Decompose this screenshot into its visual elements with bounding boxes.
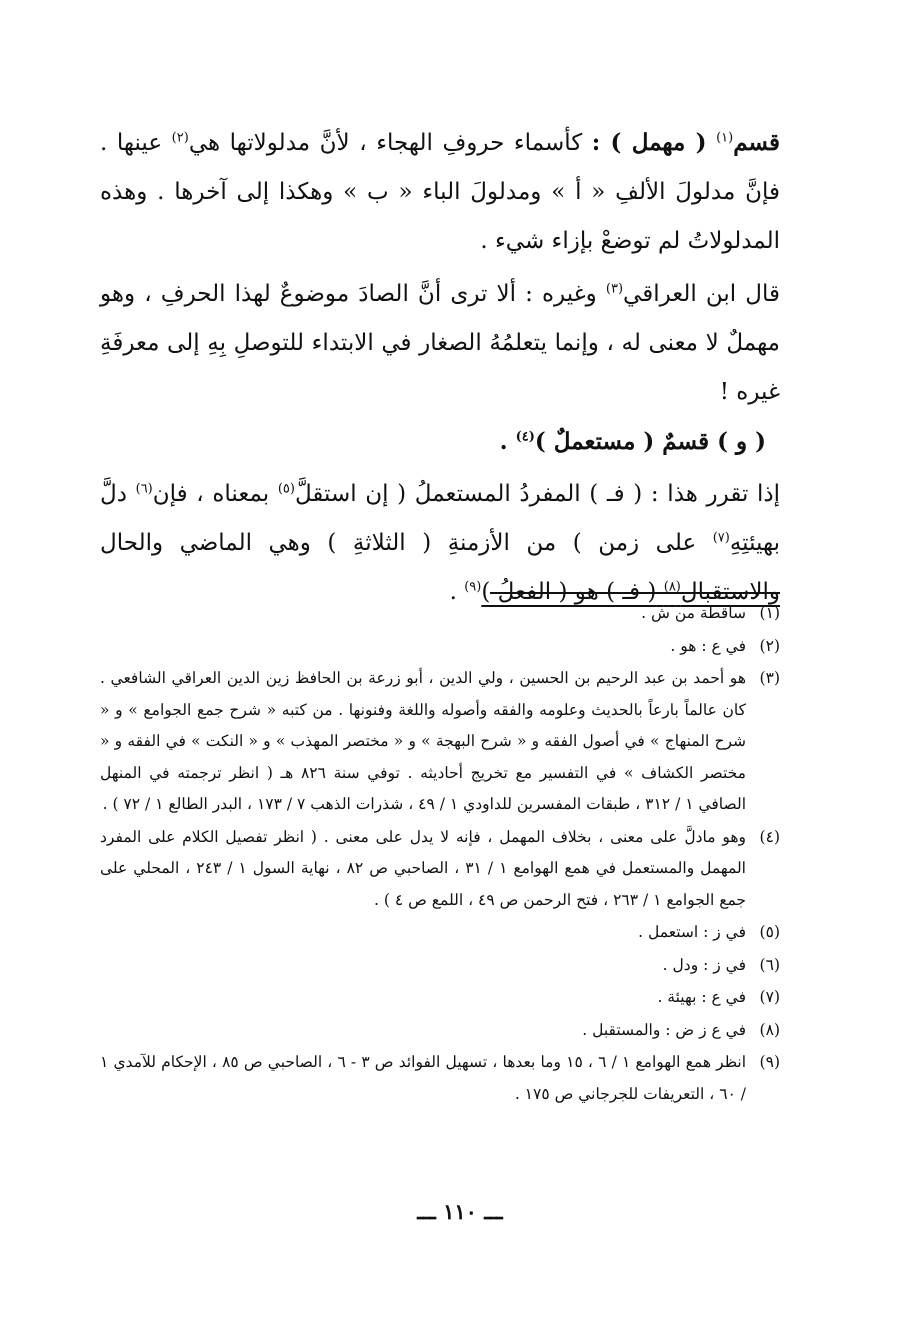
footnote-number: (٣) <box>759 669 780 687</box>
footnote-number: (٦) <box>759 955 780 974</box>
footnote <box>100 917 780 949</box>
footnote-ref-9: (٩) <box>464 579 482 595</box>
footnote-ref-1: (١) <box>716 130 734 146</box>
footnote-text: في ع : بهيئة . <box>657 988 746 1006</box>
footnote-number: (٢) <box>759 636 780 655</box>
paragraph-fiil <box>100 470 780 617</box>
footnote-text: وهو مادلَّ على معنى ، بخلاف المهمل ، فإنه لا يدل على معنى . ( انظر تفصيل الكلام على المفرد المهمل والمستعمل في همع الهوامع ١ / ٣١ ، الصاحبي ص ٨٢ ، نهاية السول ١ / ٢٤٣ ، المحلي على جمع الجوامع ١ / ٢٦٣ ، فتح الرحمن ص ٤٩ ، اللمع ص ٤ ) . <box>100 827 746 909</box>
paragraph-text: بمعناه ، فإن <box>152 481 270 507</box>
footnote-text: انظر همع الهوامع ١ / ٦ ، ١٥ وما بعدها ، تسهيل الفوائد ص ٣ - ٦ ، الصاحبي ص ٨٥ ، الإحكام للآمدي ١ / ٦٠ ، التعريفات للجرجاني ص ١٧٥ . <box>100 1053 747 1103</box>
footnote-text: هو أحمد بن عبد الرحيم بن الحسين ، ولي الدين ، أبو زرعة بن الحافظ زين الدين العراقي الشافعي . كان عالماً بارعاً بالحديث وعلومه والفقه وأصوله واللغة وفنونها . من كتبه « شرح جمع الجوامع » و « شرح المنهاج » في أصول الفقه و « شرح البهجة » و « مختصر المهذب » و « النكت » في الفقه و « مختصر الكشاف » في التفسير مع تخريج أحاديثه . توفي سنة ٨٢٦ هـ ( انظر ترجمته في المنهل الصافي ١ / ٣١٢ ، طبقات المفسرين للداودي ١ / ٤٩ ، شذرات الذهب ٧ / ١٧٣ ، البدر الطالع ١ / ٧٢ ) . <box>100 669 746 813</box>
footnote-text: في ع ز ض : والمستقبل . <box>582 1020 746 1039</box>
footnote <box>100 1047 780 1110</box>
section-heading <box>100 417 780 466</box>
footnote-ref-6: (٦) <box>135 481 153 497</box>
paragraph-text: ( فـ ) هو ( الفعلُ ) <box>481 579 657 605</box>
paragraph-text: قال ابن العراقي <box>623 281 781 307</box>
footnote-ref-5: (٥) <box>277 481 295 497</box>
footnote <box>100 631 780 663</box>
footnote-number: (٨) <box>759 1020 780 1039</box>
footnote-number: (٩) <box>759 1053 780 1071</box>
footnote-text: ساقطة من ش . <box>641 604 746 622</box>
footnote <box>100 598 780 630</box>
term-qism: قسم <box>733 129 781 156</box>
footnote-number: (٥) <box>759 923 780 941</box>
paragraph-ibn-iraqi <box>100 270 780 417</box>
footnote <box>100 663 780 821</box>
footnote-ref-2: (٢) <box>171 130 189 146</box>
paragraph-text: على زمن ) من الأزمنةِ ( الثلاثةِ ) وهي الماضي والحال <box>100 530 697 556</box>
footnote-ref-4: (٤) <box>515 429 535 445</box>
main-text <box>100 118 780 617</box>
paragraph-text: وغيره : ألا ترى أنَّ الصادَ موضوعٌ لهذا الحرفِ ، وهو مهملٌ لا معنى له ، وإنما يتعلمُهُ الصغار في الابتداء للتوصلِ بِهِ إلى معرفَةِ غيره ! <box>100 281 780 405</box>
footnote-number: (١) <box>759 604 780 622</box>
footnote-ref-3: (٣) <box>605 281 624 297</box>
paragraph-mohmal <box>100 118 780 266</box>
footnote-number: (٧) <box>759 988 780 1006</box>
paragraph-text: دلَّ بهيئتِهِ <box>100 481 780 556</box>
page-number: ـــ ١١٠ ـــ <box>417 1199 503 1224</box>
footnote-text: في ز : ودل . <box>662 955 746 974</box>
footnotes-list <box>100 598 780 1111</box>
footnote-text: في ز : استعمل . <box>638 923 746 941</box>
footnote-divider <box>490 592 780 594</box>
paragraph-text: إذا تقرر هذا : ( فـ ) المفردُ المستعملُ ( إن استقلَّ <box>294 481 781 507</box>
paragraph-text: عينها . فإنَّ مدلولَ الألفِ « أ » ومدلولَ الباء « ب » وهكذا إلى آخرها . وهذه المدلولاتُ لم توضعْ بإزاء شيء . <box>100 130 780 254</box>
footnote <box>100 982 780 1014</box>
heading-text: ( و ) قسمٌ ( مستعملٌ ) <box>534 428 766 455</box>
term-mohmal: ( مهمل ) : <box>591 129 707 156</box>
footnote-ref-8: (٨) <box>663 579 681 595</box>
footnote <box>100 822 780 917</box>
footnote <box>100 950 780 982</box>
footnote-number: (٤) <box>759 827 780 846</box>
footnote <box>100 1015 780 1047</box>
paragraph-text: والاستقبال <box>680 579 780 605</box>
paragraph-text: كأسماء حروفِ الهجاء ، لأنَّ مدلولاتها هي <box>188 130 583 156</box>
footnote-text: في ع : هو . <box>670 636 746 655</box>
paragraph-end: . <box>449 579 457 605</box>
heading-end: . <box>499 428 508 455</box>
footnote-ref-7: (٧) <box>712 530 730 546</box>
